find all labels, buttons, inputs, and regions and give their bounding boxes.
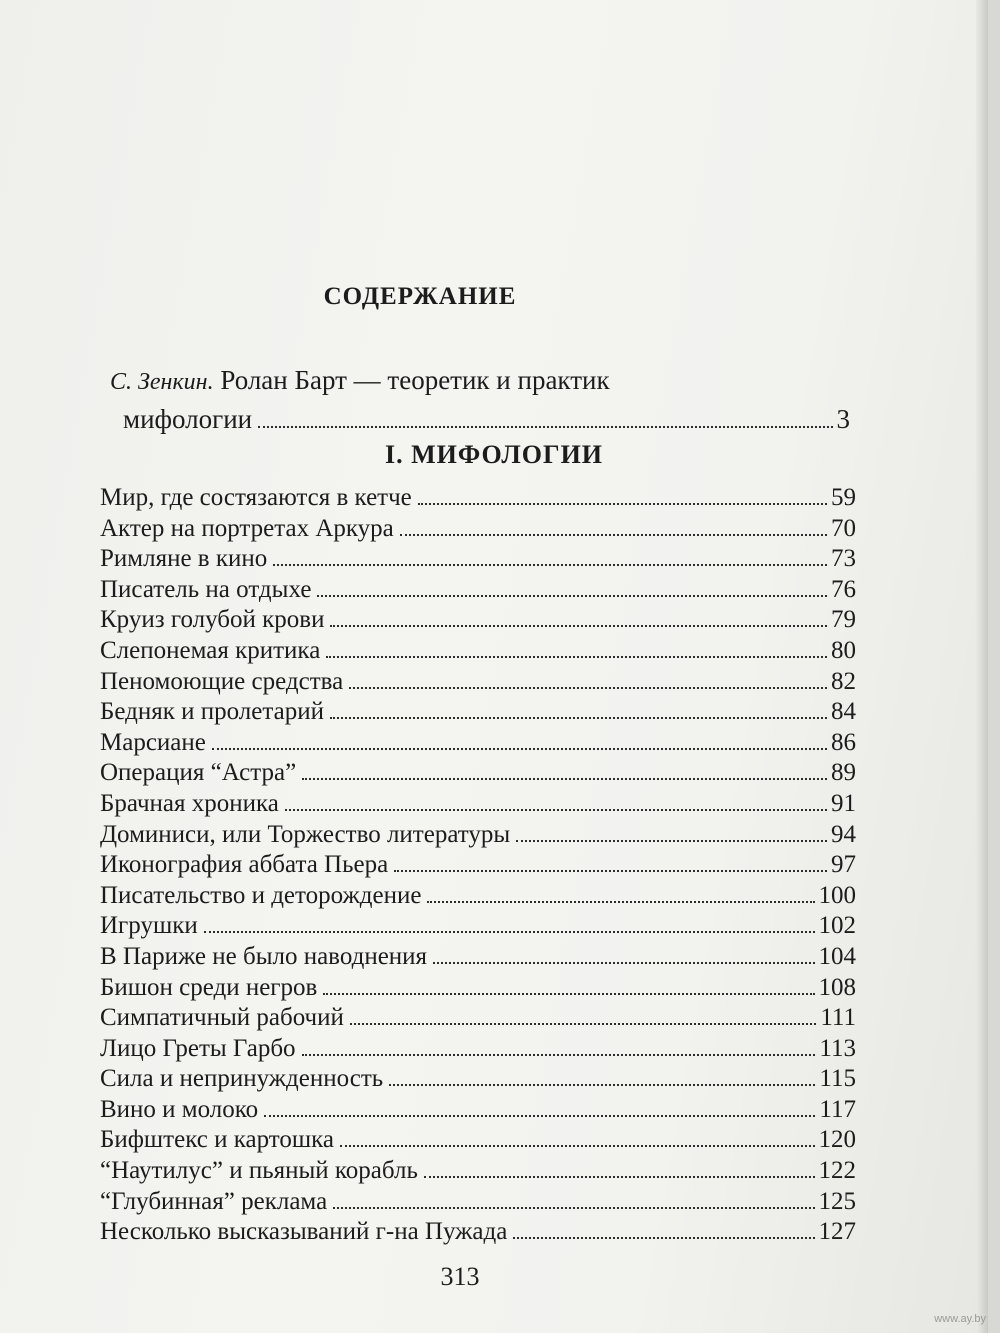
toc-entry-title: Писатель на отдыхе [100, 575, 312, 603]
toc-entry [100, 759, 856, 790]
toc-entry-title: Слепонемая критика [100, 636, 321, 664]
toc-entry [100, 729, 856, 760]
toc-entry-title: Актер на портретах Аркура [100, 514, 394, 542]
toc-entry-page: 122 [818, 1157, 856, 1185]
toc-entry [100, 545, 856, 576]
toc-entry [100, 1126, 856, 1157]
toc-entry [100, 1004, 856, 1035]
toc-entry-title: Бишон среди негров [100, 973, 318, 1001]
toc-entry-page: 89 [831, 759, 856, 787]
dot-leader [264, 1115, 815, 1117]
toc-entry-page: 111 [820, 1004, 856, 1032]
toc-entry [100, 1218, 856, 1249]
toc-entry [100, 668, 856, 699]
dot-leader [333, 1207, 814, 1209]
dot-leader [400, 534, 827, 536]
toc-entry [100, 912, 856, 943]
dot-leader [258, 426, 832, 428]
toc-entry [100, 821, 856, 852]
toc-entry-page: 127 [818, 1218, 856, 1246]
dot-leader [394, 870, 827, 872]
intro-title-line-2: мифологии [123, 404, 253, 434]
dot-leader [302, 1054, 816, 1056]
intro-entry [110, 362, 850, 438]
dot-leader [302, 778, 827, 780]
toc-entry-page: 125 [818, 1187, 856, 1215]
toc-entry-page: 120 [818, 1126, 856, 1154]
dot-leader [433, 962, 814, 964]
toc-entry-title: Игрушки [100, 912, 198, 940]
toc-entry [100, 1065, 856, 1096]
dot-leader [204, 931, 815, 933]
toc-entry-page: 80 [831, 636, 856, 664]
dot-leader [350, 1023, 816, 1025]
toc-entry-page: 91 [831, 789, 856, 817]
toc-entry-page: 94 [831, 820, 856, 848]
toc-entry-page: 70 [831, 514, 856, 542]
dot-leader [389, 1084, 815, 1086]
toc-entry-title: Бедняк и пролетарий [100, 698, 324, 726]
toc-entry [100, 790, 856, 821]
toc-entry-page: 97 [831, 851, 856, 879]
toc-entry-page: 115 [819, 1065, 856, 1093]
toc-entry-page: 104 [818, 942, 856, 970]
dot-leader [323, 993, 814, 995]
toc-entry [100, 576, 856, 607]
toc-entry-title: Марсиане [100, 728, 206, 756]
toc-entry [100, 698, 856, 729]
dot-leader [418, 503, 827, 505]
intro-title-line-1: Ролан Барт — теоретик и практик [220, 365, 610, 395]
toc-entry-page: 108 [818, 973, 856, 1001]
dot-leader [273, 564, 827, 566]
watermark: www.ay.by [934, 1313, 986, 1325]
toc-entry [100, 1157, 856, 1188]
toc-entry-title: Доминиси, или Торжество литературы [100, 820, 511, 848]
dot-leader [330, 625, 827, 627]
dot-leader [424, 1176, 815, 1178]
toc-entry-page: 84 [831, 698, 856, 726]
intro-author: С. Зенкин. [110, 369, 214, 395]
toc-entry [100, 943, 856, 974]
toc-entry-title: Операция “Астра” [100, 759, 297, 787]
toc-entry [100, 484, 856, 515]
toc-entry [100, 515, 856, 546]
dot-leader [349, 687, 827, 689]
toc-entry [100, 606, 856, 637]
toc-entry-title: Мир, где состязаются в кетче [100, 484, 412, 511]
dot-leader [427, 901, 814, 903]
toc-entry-title: Писательство и деторождение [100, 881, 422, 909]
page-number: 313 [440, 1262, 480, 1291]
intro-line-1 [110, 362, 850, 401]
toc-entry [100, 1096, 856, 1127]
toc-entry-title: Круиз голубой крови [100, 606, 325, 634]
section-heading: I. МИФОЛОГИИ [384, 440, 604, 469]
toc-entry-title: Иконография аббата Пьера [100, 851, 389, 879]
toc-entry-title: “Глубинная” реклама [100, 1187, 328, 1215]
toc-entry [100, 851, 856, 882]
toc-entry [100, 974, 856, 1005]
intro-page: 3 [836, 404, 850, 434]
toc-entry-page: 113 [819, 1034, 856, 1062]
toc-entry-title: Вино и молоко [100, 1095, 259, 1123]
page-edge [976, 0, 988, 1333]
toc-entry [100, 1188, 856, 1219]
toc-entry-title: Римляне в кино [100, 545, 268, 573]
toc-entry-page: 100 [818, 881, 856, 909]
toc-entry-title: Брачная хроника [100, 789, 279, 817]
dot-leader [330, 717, 827, 719]
intro-line-2 [110, 401, 850, 438]
toc-entry-title: Пеномоющие средства [100, 667, 344, 695]
toc-entry-page: 73 [831, 545, 856, 573]
dot-leader [212, 748, 827, 750]
dot-leader [285, 809, 827, 811]
toc-entry [100, 637, 856, 668]
dot-leader [513, 1237, 814, 1239]
dot-leader [516, 840, 827, 842]
toc-entry-page: 102 [818, 912, 856, 940]
toc-entry-title: Лицо Греты Гарбо [100, 1034, 296, 1062]
dot-leader [317, 595, 827, 597]
toc-entry-title: “Наутилус” и пьяный корабль [100, 1157, 418, 1185]
toc-entry [100, 1035, 856, 1066]
toc-entry [100, 882, 856, 913]
toc-list [100, 484, 856, 1249]
toc-entry-title: В Париже не было наводнения [100, 942, 428, 970]
toc-entry-page: 86 [831, 728, 856, 756]
contents-heading: СОДЕРЖАНИЕ [323, 283, 517, 310]
dot-leader [326, 656, 827, 658]
toc-entry-title: Сила и непринужденность [100, 1065, 384, 1093]
toc-entry-title: Симпатичный рабочий [100, 1004, 344, 1032]
toc-entry-page: 117 [819, 1095, 856, 1123]
toc-entry-title: Несколько высказываний г-на Пужада [100, 1218, 508, 1246]
toc-entry-page: 79 [831, 606, 856, 634]
toc-entry-page: 76 [831, 575, 856, 603]
toc-entry-title: Бифштекс и картошка [100, 1126, 334, 1154]
toc-entry-page: 59 [831, 484, 856, 511]
dot-leader [340, 1145, 815, 1147]
toc-entry-page: 82 [831, 667, 856, 695]
